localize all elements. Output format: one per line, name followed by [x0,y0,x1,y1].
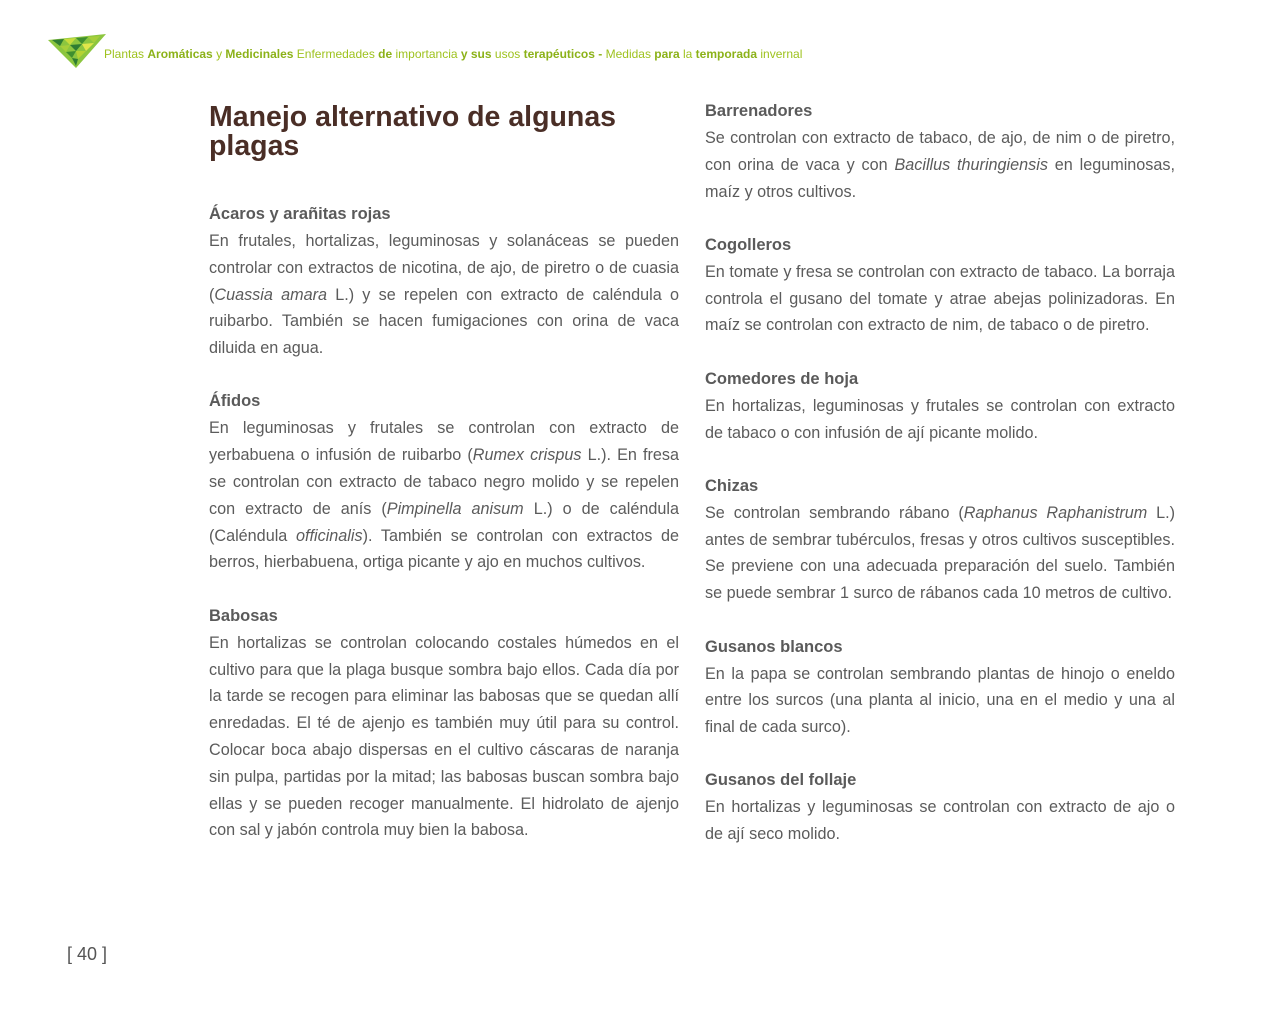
page-number: [ 40 ] [67,944,108,964]
pest-section [209,388,679,576]
pest-section [705,767,1175,848]
section-heading: Áfidos [209,392,261,411]
section-body [705,393,1175,447]
publisher-logo-icon [48,30,106,68]
body-text: L.) o de caléndula (Caléndula [209,499,679,545]
section-body [705,259,1175,339]
pest-section [209,201,679,362]
pest-section [209,603,679,844]
right-column [705,100,1175,875]
section-heading: Ácaros y arañitas rojas [209,205,391,223]
header-segment: terapéuticos - [523,47,603,61]
header-segment: Enfermedades [293,47,379,61]
body-text: Se controlan sembrando rábano ( [705,503,964,522]
body-text: L.). En fresa se controlan con extracto de tabaco negro molido y se repelen con extracto de anís ( [209,446,680,518]
right-sections [705,98,1175,848]
header-segment: Medidas [602,47,655,61]
pest-section [705,634,1175,741]
header-segment: Aromáticas [147,47,213,61]
body-text: En hortalizas, leguminosas y frutales se controlan con extracto de tabaco o con infusión de ají picante molido. [705,396,1175,442]
scientific-name: Rumex crispus [472,446,582,465]
section-heading: Babosas [209,606,278,625]
body-text: Se controlan con extracto de tabaco, de ajo, de nim o de piretro, con orina de vaca y con [705,129,1175,174]
section-heading: Chizas [705,476,759,495]
pest-section [705,366,1175,447]
scientific-name: Raphanus Raphanistrum [963,503,1148,522]
section-heading: Gusanos del follaje [705,771,857,790]
section-body [705,500,1175,607]
header-segment: para [654,47,680,61]
header-segment: la [679,47,696,61]
section-body [209,228,679,362]
body-text: L.) antes de sembrar tubérculos, fresas y otros cultivos susceptibles. Se previene con una adecuada preparación del suelo. También se puede sembrar 1 surco de rábanos cada 10 metros de cultivo. [705,503,1175,603]
header-segment: usos [491,47,524,61]
page-title: Manejo alternativo de algunas plagas [209,101,617,162]
body-text: ). También se controlan con extractos de berros, hierbabuena, ortiga picante y ajo en muchos cultivos. [209,526,680,572]
body-text: En hortalizas se controlan colocando costales húmedos en el cultivo para que la plaga busque sombra bajo ellos. Cada día por la tarde se recogen para eliminar las babosas que se quedan allí enredadas. El té de ajenjo es también muy útil para su control. Colocar boca abajo dispersas en el cultivo cáscaras de naranja sin pulpa, partidas por la mitad; las babosas buscan sombra bajo ellas y se pueden recoger manualmente. El hidrolato de ajenjo con sal y jabón controla muy bien la babosa. [209,633,679,840]
body-text: en leguminosas, maíz y otros cultivos. [705,155,1175,201]
section-body [705,661,1175,741]
header-segment: Medicinales [225,47,294,61]
header-segment: y sus [460,47,492,61]
section-heading: Comedores de hoja [705,369,859,388]
body-text: En leguminosas y frutales se controlan con extracto de yerbabuena o infusión de ruibarbo ( [209,419,679,465]
body-text: En la papa se controlan sembrando plantas de hinojo o eneldo entre los surcos (una planta al inicio, una en el medio y una al final de cada surco). [705,664,1175,737]
header-segment: invernal [757,47,803,61]
scientific-name: Bacillus thuringiensis [894,155,1048,174]
section-body [705,125,1175,205]
body-text: En hortalizas y leguminosas se controlan con extracto de ajo o de ají seco molido. [705,798,1175,844]
pest-section [705,473,1175,607]
section-body [209,415,679,576]
running-header [104,47,802,61]
body-text: En frutales, hortalizas, leguminosas y solanáceas se pueden controlar con extractos de nicotina, de ajo, de piretro o de cuasia ( [209,232,679,304]
section-heading: Gusanos blancos [705,637,843,656]
pest-section [705,98,1175,205]
body-text: En tomate y fresa se controlan con extracto de tabaco. La borraja controla el gusano del tomate y atrae abejas polinizadoras. En maíz se controlan con extracto de nim, de tabaco o de piretro. [705,262,1175,335]
section-body [209,630,679,844]
scientific-name: Pimpinella anisum [386,499,524,518]
body-text: L.) y se repelen con extracto de caléndula o ruibarbo. También se hacen fumigaciones con orina de vaca diluida en agua. [209,285,679,358]
scientific-name: officinalis [296,526,363,545]
left-sections [209,201,679,844]
header-segment: y [212,47,226,61]
section-heading: Barrenadores [705,102,813,120]
section-body [705,794,1175,848]
header-segment: Plantas [104,47,148,61]
header-segment: de [378,47,393,61]
pest-section [705,232,1175,339]
header-segment: importancia [392,47,461,61]
left-column [209,100,679,871]
section-heading: Cogolleros [705,235,792,254]
header-segment: temporada [695,47,758,61]
scientific-name: Cuassia amara [214,285,327,304]
